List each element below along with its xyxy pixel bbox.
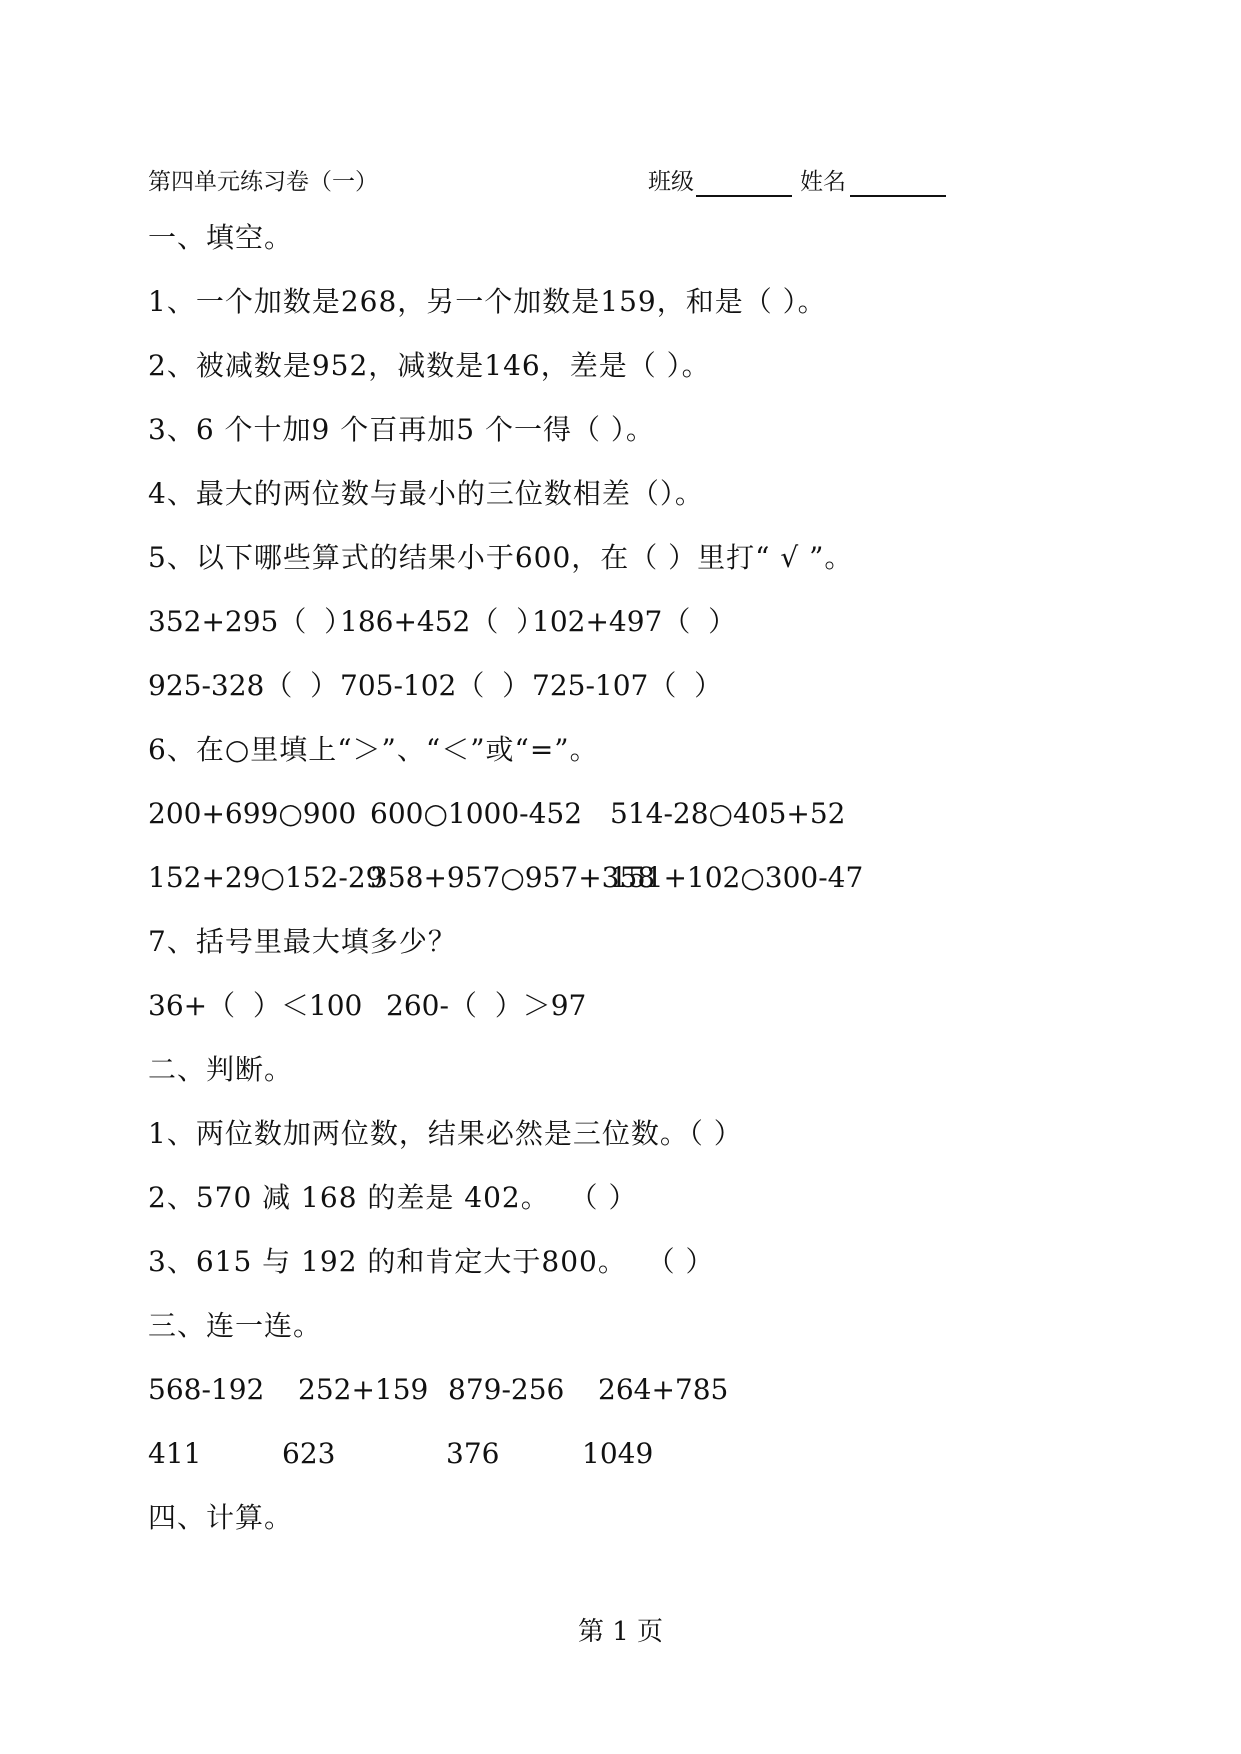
- class-label: 班级: [648, 169, 694, 195]
- section-2-title: 二、判断。: [148, 1053, 294, 1086]
- comparison: 200+699○900: [148, 797, 357, 830]
- comparison: 514-28○405+52: [610, 797, 846, 830]
- comparison: 600○1000-452: [370, 797, 583, 830]
- match-expression: 264+785: [598, 1373, 729, 1406]
- match-expression: 252+159: [298, 1373, 429, 1406]
- section-4-title: 四、计算。: [148, 1501, 294, 1534]
- match-result: 376: [446, 1437, 500, 1470]
- page-number: 第 1 页: [577, 1617, 664, 1647]
- judgement-3: 3、615 与 192 的和肯定大于800。 （ ）: [148, 1245, 715, 1278]
- expression: 352+295（ ）: [148, 605, 353, 638]
- match-result: 411: [148, 1437, 202, 1470]
- question-1: 1、一个加数是268，另一个加数是159，和是（ ）。: [148, 285, 827, 318]
- worksheet-title: 第四单元练习卷（一）: [148, 169, 378, 195]
- match-result: 1049: [582, 1437, 654, 1470]
- match-expression: 568-192: [148, 1373, 265, 1406]
- question-2: 2、被减数是952，减数是146，差是（ ）。: [148, 349, 711, 382]
- question-4: 4、最大的两位数与最小的三位数相差（）。: [148, 477, 704, 510]
- expression: 102+497（ ）: [532, 605, 737, 638]
- expression: 705-102（ ）: [340, 669, 531, 702]
- expression: 925-328（ ）: [148, 669, 339, 702]
- comparison: 358+957○957+358: [370, 861, 656, 894]
- name-label: 姓名: [800, 169, 846, 195]
- question-6: 6、在○里填上“＞”、“＜”或“=”。: [148, 733, 599, 766]
- judgement-1: 1、两位数加两位数，结果必然是三位数。（ ）: [148, 1117, 743, 1150]
- inequality: 260-（ ）＞97: [386, 989, 587, 1022]
- expression: 186+452（ ）: [340, 605, 545, 638]
- worksheet-header: [148, 164, 968, 200]
- comparison: 152+29○152-29: [148, 861, 384, 894]
- section-3-title: 三、连一连。: [148, 1309, 323, 1342]
- expression: 725-107（ ）: [532, 669, 723, 702]
- section-1-title: 一、填空。: [148, 221, 294, 254]
- match-expression: 879-256: [448, 1373, 565, 1406]
- class-blank-line: [696, 195, 792, 197]
- comparison: 151+102○300-47: [610, 861, 864, 894]
- question-7: 7、括号里最大填多少？: [148, 925, 457, 958]
- question-5: 5、以下哪些算式的结果小于600，在（ ）里打“ √ ”。: [148, 541, 854, 574]
- inequality: 36+（ ）＜100: [148, 989, 363, 1022]
- question-3: 3、6 个十加9 个百再加5 个一得（ ）。: [148, 413, 655, 446]
- judgement-2: 2、570 减 168 的差是 402。 （ ）: [148, 1181, 638, 1214]
- name-blank-line: [850, 195, 946, 197]
- match-result: 623: [282, 1437, 336, 1470]
